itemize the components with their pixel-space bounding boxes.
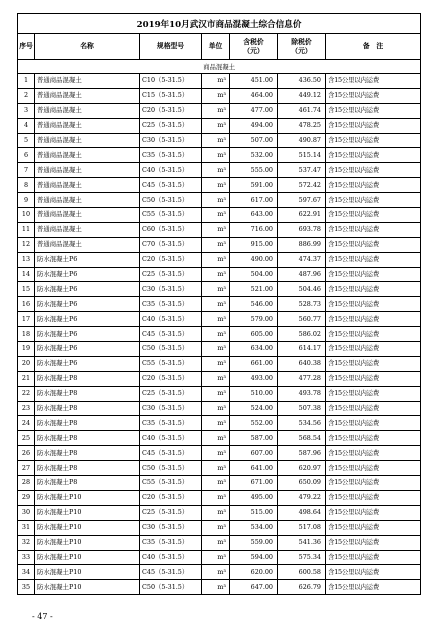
- row-number: 5: [18, 133, 35, 148]
- row-note: 含15公里以内运费: [326, 193, 421, 208]
- row-price-tax-included: 555.00: [230, 163, 278, 178]
- row-name: 防水混凝土P8: [35, 386, 140, 401]
- row-price-tax-excluded: 600.58: [278, 565, 326, 580]
- row-name: 防水混凝土P10: [35, 505, 140, 520]
- header-note: 备 注: [326, 34, 421, 60]
- row-price-tax-excluded: 436.50: [278, 74, 326, 89]
- row-price-tax-excluded: 614.17: [278, 342, 326, 357]
- row-number: 12: [18, 237, 35, 252]
- table-row: [18, 461, 421, 476]
- row-price-tax-excluded: 449.12: [278, 88, 326, 103]
- header-spec: 规格型号: [140, 34, 202, 60]
- header-row: [18, 34, 421, 60]
- row-note: 含15公里以内运费: [326, 446, 421, 461]
- row-unit: m³: [202, 490, 230, 505]
- row-note: 含15公里以内运费: [326, 282, 421, 297]
- row-number: 18: [18, 327, 35, 342]
- table-row: [18, 550, 421, 565]
- row-spec: C35（5-31.5）: [140, 148, 202, 163]
- row-price-tax-included: 521.00: [230, 282, 278, 297]
- row-name: 防水混凝土P8: [35, 431, 140, 446]
- table-row: [18, 222, 421, 237]
- row-price-tax-excluded: 515.14: [278, 148, 326, 163]
- row-name: 普通商品混凝土: [35, 118, 140, 133]
- row-spec: C40（5-31.5）: [140, 163, 202, 178]
- row-name: 防水混凝土P6: [35, 342, 140, 357]
- row-unit: m³: [202, 535, 230, 550]
- table-body: [18, 74, 421, 595]
- row-spec: C40（5-31.5）: [140, 312, 202, 327]
- row-number: 30: [18, 505, 35, 520]
- row-note: 含15公里以内运费: [326, 133, 421, 148]
- row-price-tax-included: 524.00: [230, 401, 278, 416]
- row-number: 11: [18, 222, 35, 237]
- table-row: [18, 74, 421, 89]
- row-note: 含15公里以内运费: [326, 431, 421, 446]
- row-price-tax-excluded: 477.28: [278, 371, 326, 386]
- row-number: 2: [18, 88, 35, 103]
- row-number: 15: [18, 282, 35, 297]
- row-price-tax-included: 546.00: [230, 297, 278, 312]
- row-note: 含15公里以内运费: [326, 550, 421, 565]
- row-spec: C30（5-31.5）: [140, 282, 202, 297]
- row-spec: C30（5-31.5）: [140, 520, 202, 535]
- row-spec: C60（5-31.5）: [140, 222, 202, 237]
- row-number: 8: [18, 178, 35, 193]
- row-number: 25: [18, 431, 35, 446]
- row-unit: m³: [202, 431, 230, 446]
- row-unit: m³: [202, 163, 230, 178]
- row-unit: m³: [202, 446, 230, 461]
- row-note: 含15公里以内运费: [326, 386, 421, 401]
- row-price-tax-excluded: 534.56: [278, 416, 326, 431]
- row-price-tax-excluded: 572.42: [278, 178, 326, 193]
- row-spec: C30（5-31.5）: [140, 401, 202, 416]
- table-row: [18, 148, 421, 163]
- row-number: 23: [18, 401, 35, 416]
- row-price-tax-excluded: 461.74: [278, 103, 326, 118]
- row-price-tax-included: 671.00: [230, 476, 278, 491]
- row-name: 防水混凝土P10: [35, 565, 140, 580]
- row-spec: C50（5-31.5）: [140, 580, 202, 595]
- row-number: 29: [18, 490, 35, 505]
- table-row: [18, 431, 421, 446]
- row-name: 普通商品混凝土: [35, 222, 140, 237]
- row-price-tax-excluded: 487.96: [278, 267, 326, 282]
- row-price-tax-excluded: 640.38: [278, 356, 326, 371]
- row-price-tax-excluded: 507.38: [278, 401, 326, 416]
- row-name: 防水混凝土P6: [35, 282, 140, 297]
- row-price-tax-included: 477.00: [230, 103, 278, 118]
- row-note: 含15公里以内运费: [326, 535, 421, 550]
- row-unit: m³: [202, 148, 230, 163]
- header-tax-excluded-line1: 除税价: [291, 37, 312, 46]
- table-row: [18, 342, 421, 357]
- row-note: 含15公里以内运费: [326, 222, 421, 237]
- row-note: 含15公里以内运费: [326, 520, 421, 535]
- row-name: 防水混凝土P10: [35, 535, 140, 550]
- row-spec: C15（5-31.5）: [140, 88, 202, 103]
- row-spec: C40（5-31.5）: [140, 550, 202, 565]
- row-price-tax-included: 515.00: [230, 505, 278, 520]
- row-number: 20: [18, 356, 35, 371]
- table-row: [18, 237, 421, 252]
- row-spec: C20（5-31.5）: [140, 490, 202, 505]
- row-note: 含15公里以内运费: [326, 88, 421, 103]
- row-number: 3: [18, 103, 35, 118]
- table-row: [18, 476, 421, 491]
- row-spec: C45（5-31.5）: [140, 327, 202, 342]
- table-row: [18, 520, 421, 535]
- row-spec: C40（5-31.5）: [140, 431, 202, 446]
- row-spec: C25（5-31.5）: [140, 386, 202, 401]
- row-number: 26: [18, 446, 35, 461]
- row-number: 14: [18, 267, 35, 282]
- row-price-tax-included: 507.00: [230, 133, 278, 148]
- table-row: [18, 535, 421, 550]
- row-name: 普通商品混凝土: [35, 193, 140, 208]
- row-number: 13: [18, 252, 35, 267]
- row-price-tax-excluded: 504.46: [278, 282, 326, 297]
- row-price-tax-included: 552.00: [230, 416, 278, 431]
- row-price-tax-excluded: 493.78: [278, 386, 326, 401]
- row-note: 含15公里以内运费: [326, 163, 421, 178]
- row-unit: m³: [202, 133, 230, 148]
- row-number: 9: [18, 193, 35, 208]
- row-price-tax-included: 634.00: [230, 342, 278, 357]
- row-spec: C50（5-31.5）: [140, 461, 202, 476]
- header-tax-included-line1: 含税价: [243, 37, 264, 46]
- row-unit: m³: [202, 88, 230, 103]
- table-row: [18, 565, 421, 580]
- row-price-tax-excluded: 626.79: [278, 580, 326, 595]
- row-price-tax-included: 915.00: [230, 237, 278, 252]
- row-price-tax-included: 494.00: [230, 118, 278, 133]
- row-unit: m³: [202, 416, 230, 431]
- row-number: 32: [18, 535, 35, 550]
- row-price-tax-excluded: 622.91: [278, 208, 326, 223]
- row-number: 17: [18, 312, 35, 327]
- row-price-tax-included: 579.00: [230, 312, 278, 327]
- row-price-tax-included: 587.00: [230, 431, 278, 446]
- row-name: 防水混凝土P8: [35, 371, 140, 386]
- row-note: 含15公里以内运费: [326, 342, 421, 357]
- row-price-tax-excluded: 586.02: [278, 327, 326, 342]
- row-name: 防水混凝土P8: [35, 461, 140, 476]
- row-price-tax-excluded: 620.97: [278, 461, 326, 476]
- row-price-tax-included: 647.00: [230, 580, 278, 595]
- row-price-tax-included: 532.00: [230, 148, 278, 163]
- row-unit: m³: [202, 327, 230, 342]
- header-tax-included-line2: （元）: [243, 46, 264, 55]
- row-name: 普通商品混凝土: [35, 237, 140, 252]
- row-price-tax-excluded: 597.67: [278, 193, 326, 208]
- header-unit: 单位: [202, 34, 230, 60]
- row-number: 22: [18, 386, 35, 401]
- row-price-tax-excluded: 528.73: [278, 297, 326, 312]
- row-unit: m³: [202, 222, 230, 237]
- row-price-tax-included: 620.00: [230, 565, 278, 580]
- row-note: 含15公里以内运费: [326, 148, 421, 163]
- row-spec: C70（5-31.5）: [140, 237, 202, 252]
- row-price-tax-excluded: 650.09: [278, 476, 326, 491]
- table-row: [18, 371, 421, 386]
- row-name: 防水混凝土P8: [35, 416, 140, 431]
- row-price-tax-excluded: 560.77: [278, 312, 326, 327]
- table-row: [18, 401, 421, 416]
- row-price-tax-excluded: 498.64: [278, 505, 326, 520]
- row-note: 含15公里以内运费: [326, 371, 421, 386]
- row-name: 普通商品混凝土: [35, 133, 140, 148]
- row-note: 含15公里以内运费: [326, 208, 421, 223]
- table-row: [18, 133, 421, 148]
- table-row: [18, 252, 421, 267]
- row-note: 含15公里以内运费: [326, 312, 421, 327]
- row-price-tax-included: 451.00: [230, 74, 278, 89]
- row-price-tax-excluded: 886.99: [278, 237, 326, 252]
- row-unit: m³: [202, 520, 230, 535]
- row-spec: C20（5-31.5）: [140, 371, 202, 386]
- row-name: 防水混凝土P10: [35, 550, 140, 565]
- table-row: [18, 267, 421, 282]
- table-row: [18, 118, 421, 133]
- row-price-tax-included: 510.00: [230, 386, 278, 401]
- table-row: [18, 356, 421, 371]
- row-note: 含15公里以内运费: [326, 118, 421, 133]
- row-number: 24: [18, 416, 35, 431]
- row-number: 19: [18, 342, 35, 357]
- row-spec: C35（5-31.5）: [140, 416, 202, 431]
- row-spec: C10（5-31.5）: [140, 74, 202, 89]
- row-name: 防水混凝土P6: [35, 356, 140, 371]
- row-note: 含15公里以内运费: [326, 490, 421, 505]
- row-name: 防水混凝土P6: [35, 252, 140, 267]
- row-price-tax-excluded: 490.87: [278, 133, 326, 148]
- row-price-tax-included: 716.00: [230, 222, 278, 237]
- section-label: 商品混凝土: [18, 60, 421, 74]
- row-name: 普通商品混凝土: [35, 208, 140, 223]
- row-number: 4: [18, 118, 35, 133]
- row-price-tax-included: 464.00: [230, 88, 278, 103]
- table-row: [18, 505, 421, 520]
- row-unit: m³: [202, 282, 230, 297]
- row-spec: C25（5-31.5）: [140, 118, 202, 133]
- row-spec: C50（5-31.5）: [140, 193, 202, 208]
- header-tax-excluded: [278, 34, 326, 60]
- row-price-tax-excluded: 478.25: [278, 118, 326, 133]
- row-name: 普通商品混凝土: [35, 88, 140, 103]
- row-spec: C30（5-31.5）: [140, 133, 202, 148]
- row-number: 35: [18, 580, 35, 595]
- row-name: 普通商品混凝土: [35, 74, 140, 89]
- row-unit: m³: [202, 356, 230, 371]
- table-row: [18, 193, 421, 208]
- row-price-tax-included: 643.00: [230, 208, 278, 223]
- row-spec: C55（5-31.5）: [140, 356, 202, 371]
- row-price-tax-included: 591.00: [230, 178, 278, 193]
- row-name: 防水混凝土P8: [35, 446, 140, 461]
- row-spec: C45（5-31.5）: [140, 178, 202, 193]
- row-price-tax-excluded: 474.37: [278, 252, 326, 267]
- row-note: 含15公里以内运费: [326, 297, 421, 312]
- row-note: 含15公里以内运费: [326, 356, 421, 371]
- row-note: 含15公里以内运费: [326, 416, 421, 431]
- row-name: 防水混凝土P6: [35, 327, 140, 342]
- row-price-tax-excluded: 575.34: [278, 550, 326, 565]
- row-spec: C35（5-31.5）: [140, 535, 202, 550]
- row-number: 28: [18, 476, 35, 491]
- row-number: 34: [18, 565, 35, 580]
- row-price-tax-excluded: 587.96: [278, 446, 326, 461]
- row-name: 普通商品混凝土: [35, 148, 140, 163]
- row-unit: m³: [202, 103, 230, 118]
- table-row: [18, 178, 421, 193]
- price-sheet: [17, 13, 420, 595]
- row-number: 21: [18, 371, 35, 386]
- row-price-tax-included: 493.00: [230, 371, 278, 386]
- row-number: 33: [18, 550, 35, 565]
- header-name: 名称: [35, 34, 140, 60]
- row-unit: m³: [202, 505, 230, 520]
- row-note: 含15公里以内运费: [326, 267, 421, 282]
- row-name: 防水混凝土P6: [35, 312, 140, 327]
- row-price-tax-excluded: 479.22: [278, 490, 326, 505]
- row-name: 防水混凝土P10: [35, 580, 140, 595]
- row-name: 防水混凝土P8: [35, 476, 140, 491]
- table-row: [18, 88, 421, 103]
- row-name: 普通商品混凝土: [35, 178, 140, 193]
- row-number: 10: [18, 208, 35, 223]
- row-spec: C25（5-31.5）: [140, 267, 202, 282]
- row-name: 防水混凝土P10: [35, 520, 140, 535]
- row-note: 含15公里以内运费: [326, 505, 421, 520]
- table-row: [18, 490, 421, 505]
- table-row: [18, 282, 421, 297]
- row-note: 含15公里以内运费: [326, 476, 421, 491]
- row-note: 含15公里以内运费: [326, 252, 421, 267]
- row-name: 防水混凝土P8: [35, 401, 140, 416]
- header-tax-excluded-line2: （元）: [291, 46, 312, 55]
- row-unit: m³: [202, 476, 230, 491]
- table-row: [18, 208, 421, 223]
- row-price-tax-included: 605.00: [230, 327, 278, 342]
- row-unit: m³: [202, 193, 230, 208]
- row-name: 防水混凝土P10: [35, 490, 140, 505]
- table-row: [18, 103, 421, 118]
- row-price-tax-included: 594.00: [230, 550, 278, 565]
- row-price-tax-excluded: 568.54: [278, 431, 326, 446]
- row-price-tax-included: 490.00: [230, 252, 278, 267]
- row-price-tax-included: 504.00: [230, 267, 278, 282]
- row-number: 7: [18, 163, 35, 178]
- row-number: 31: [18, 520, 35, 535]
- row-unit: m³: [202, 565, 230, 580]
- row-unit: m³: [202, 178, 230, 193]
- table-row: [18, 580, 421, 595]
- table-row: [18, 446, 421, 461]
- row-price-tax-included: 641.00: [230, 461, 278, 476]
- row-number: 16: [18, 297, 35, 312]
- row-note: 含15公里以内运费: [326, 401, 421, 416]
- row-note: 含15公里以内运费: [326, 327, 421, 342]
- row-spec: C25（5-31.5）: [140, 505, 202, 520]
- row-unit: m³: [202, 237, 230, 252]
- row-number: 6: [18, 148, 35, 163]
- row-unit: m³: [202, 208, 230, 223]
- row-spec: C55（5-31.5）: [140, 476, 202, 491]
- row-price-tax-excluded: 693.78: [278, 222, 326, 237]
- row-note: 含15公里以内运费: [326, 461, 421, 476]
- header-no: 序号: [18, 34, 35, 60]
- row-price-tax-included: 495.00: [230, 490, 278, 505]
- row-price-tax-excluded: 541.36: [278, 535, 326, 550]
- row-unit: m³: [202, 371, 230, 386]
- row-name: 普通商品混凝土: [35, 163, 140, 178]
- row-spec: C20（5-31.5）: [140, 252, 202, 267]
- row-unit: m³: [202, 74, 230, 89]
- row-price-tax-included: 534.00: [230, 520, 278, 535]
- row-unit: m³: [202, 580, 230, 595]
- row-name: 防水混凝土P6: [35, 267, 140, 282]
- row-unit: m³: [202, 252, 230, 267]
- row-spec: C50（5-31.5）: [140, 342, 202, 357]
- table-row: [18, 297, 421, 312]
- table-row: [18, 416, 421, 431]
- row-spec: C35（5-31.5）: [140, 297, 202, 312]
- row-unit: m³: [202, 118, 230, 133]
- row-price-tax-included: 661.00: [230, 356, 278, 371]
- row-number: 27: [18, 461, 35, 476]
- row-price-tax-included: 607.00: [230, 446, 278, 461]
- row-name: 防水混凝土P6: [35, 297, 140, 312]
- row-price-tax-excluded: 517.08: [278, 520, 326, 535]
- row-note: 含15公里以内运费: [326, 178, 421, 193]
- price-table: [17, 13, 421, 595]
- row-price-tax-included: 617.00: [230, 193, 278, 208]
- row-unit: m³: [202, 386, 230, 401]
- row-number: 1: [18, 74, 35, 89]
- table-row: [18, 386, 421, 401]
- row-spec: C45（5-31.5）: [140, 565, 202, 580]
- table-row: [18, 327, 421, 342]
- row-spec: C20（5-31.5）: [140, 103, 202, 118]
- row-name: 普通商品混凝土: [35, 103, 140, 118]
- row-unit: m³: [202, 401, 230, 416]
- row-note: 含15公里以内运费: [326, 103, 421, 118]
- header-tax-included: [230, 34, 278, 60]
- table-row: [18, 312, 421, 327]
- row-spec: C55（5-31.5）: [140, 208, 202, 223]
- row-unit: m³: [202, 312, 230, 327]
- row-price-tax-excluded: 537.47: [278, 163, 326, 178]
- row-note: 含15公里以内运费: [326, 565, 421, 580]
- page-number: - 47 -: [32, 612, 53, 621]
- table-row: [18, 163, 421, 178]
- row-unit: m³: [202, 461, 230, 476]
- row-unit: m³: [202, 297, 230, 312]
- row-unit: m³: [202, 267, 230, 282]
- row-price-tax-included: 559.00: [230, 535, 278, 550]
- table-title: 2019年10月武汉市商品混凝土综合信息价: [18, 14, 421, 34]
- row-unit: m³: [202, 550, 230, 565]
- row-unit: m³: [202, 342, 230, 357]
- row-note: 含15公里以内运费: [326, 237, 421, 252]
- row-spec: C45（5-31.5）: [140, 446, 202, 461]
- row-note: 含15公里以内运费: [326, 74, 421, 89]
- row-note: 含15公里以内运费: [326, 580, 421, 595]
